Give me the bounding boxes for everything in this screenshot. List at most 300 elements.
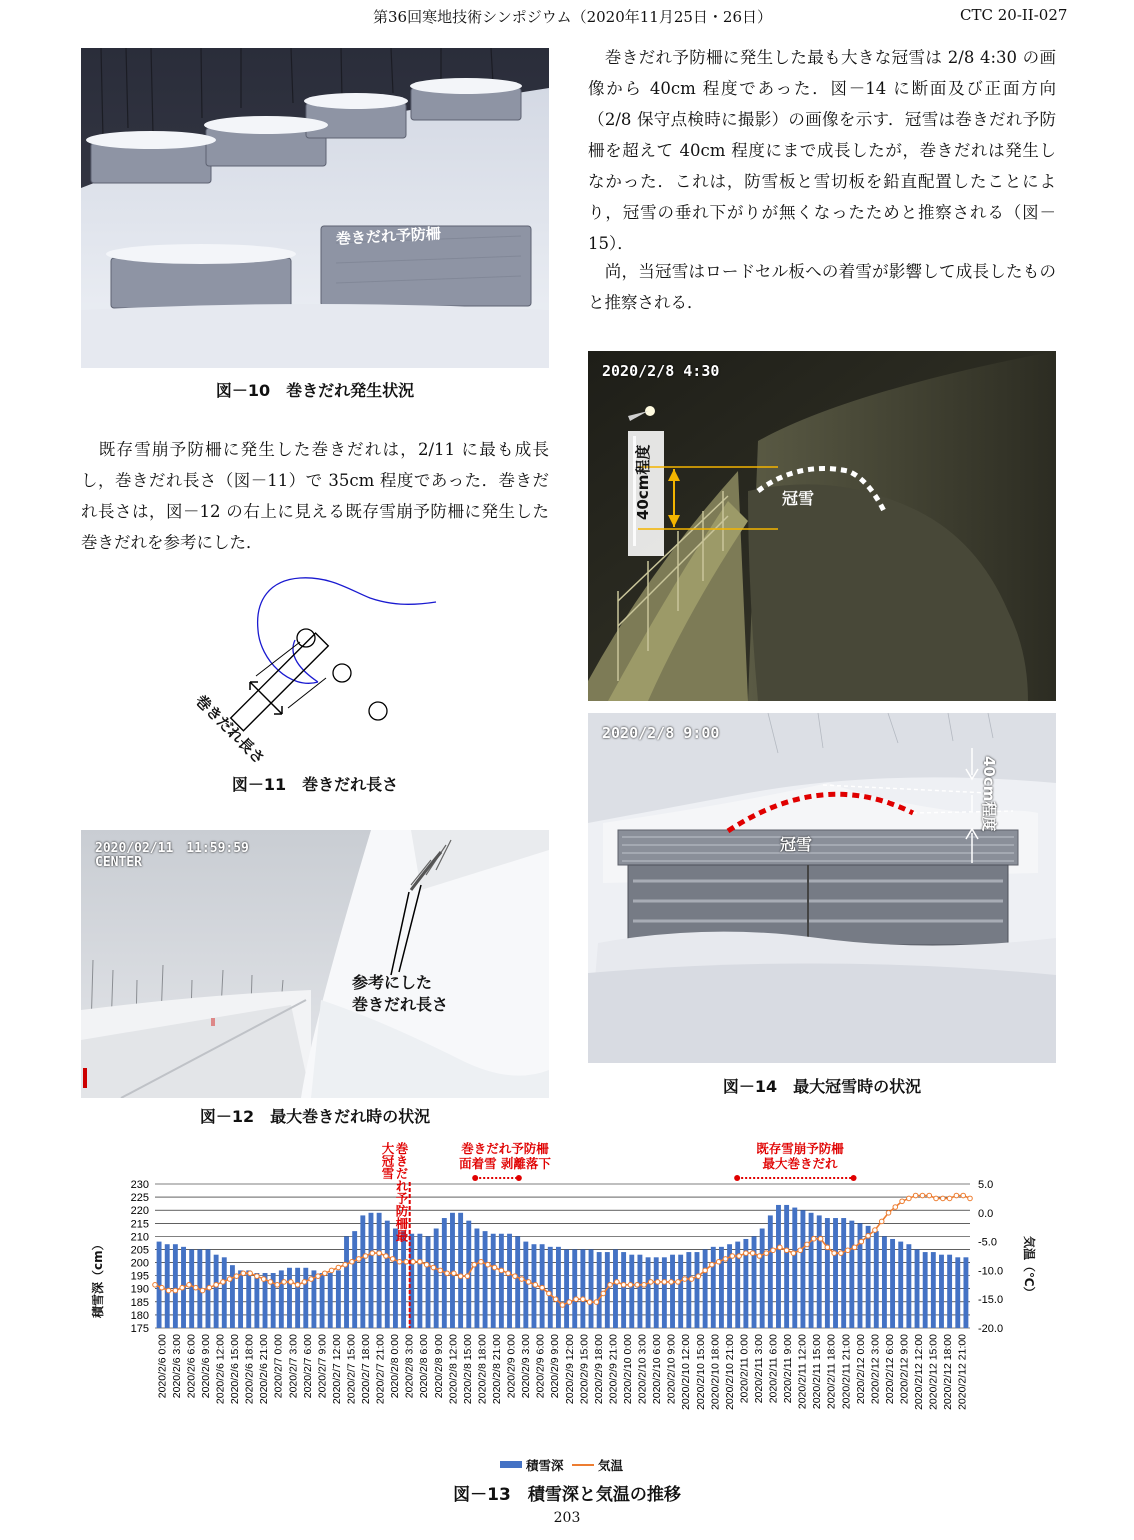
x-tick-label: 2020/2/6 18:00 — [243, 1334, 256, 1405]
temperature-point — [526, 1280, 531, 1285]
temperature-point — [540, 1285, 545, 1290]
temperature-point — [268, 1280, 273, 1285]
temperature-point — [180, 1285, 185, 1290]
y-tick-label: 200 — [130, 1257, 149, 1270]
event-overhang-end — [851, 1175, 857, 1181]
temperature-point — [832, 1251, 837, 1256]
temperature-point — [710, 1262, 715, 1267]
snow-depth-bar — [792, 1208, 797, 1328]
reference-annotation-line2: 巻きだれ長さ — [352, 995, 449, 1014]
snow-depth-bar — [401, 1231, 406, 1328]
x-tick-label: 2020/2/10 3:00 — [636, 1334, 649, 1405]
temperature-point — [302, 1280, 307, 1285]
snow-depth-bar — [474, 1229, 479, 1328]
event-detach-label-1: 巻きだれ予防柵 — [461, 1141, 549, 1156]
event-max-overhang-label-2: 最大巻きだれ — [762, 1156, 838, 1171]
figure-10-caption: 図－10 巻きだれ発生状況 — [215, 381, 415, 400]
snow-depth-bar — [776, 1205, 781, 1328]
snow-depth-bar — [955, 1257, 960, 1328]
chart-legend — [500, 1456, 630, 1472]
temperature-point — [805, 1242, 810, 1247]
x-tick-label: 2020/2/7 6:00 — [301, 1334, 314, 1399]
x-tick-label: 2020/2/11 12:00 — [796, 1334, 809, 1410]
snow-depth-bar — [906, 1244, 911, 1328]
x-tick-label: 2020/2/10 0:00 — [621, 1334, 634, 1405]
event-detach-end — [516, 1175, 522, 1181]
temperature-point — [519, 1277, 524, 1282]
x-tick-label: 2020/2/12 0:00 — [854, 1334, 867, 1405]
temperature-point — [662, 1280, 667, 1285]
temperature-point — [248, 1271, 253, 1276]
temperature-point — [730, 1254, 735, 1259]
temperature-point — [404, 1259, 409, 1264]
temperature-point — [200, 1288, 205, 1293]
figure-13-caption: 図－13 積雪深と気温の推移 — [453, 1485, 681, 1505]
snow-depth-bar — [246, 1270, 251, 1328]
temperature-point — [261, 1277, 266, 1282]
x-tick-label: 2020/2/6 12:00 — [214, 1334, 227, 1405]
x-tick-label: 2020/2/7 0:00 — [272, 1334, 285, 1399]
y-tick-label: 185 — [130, 1296, 149, 1309]
x-tick-label: 2020/2/6 21:00 — [258, 1334, 271, 1405]
temperature-point — [818, 1236, 823, 1241]
temperature-point — [696, 1274, 701, 1279]
x-tick-label: 2020/2/8 21:00 — [491, 1334, 504, 1405]
x-tick-label: 2020/2/11 9:00 — [782, 1334, 795, 1404]
snow-depth-bar — [947, 1255, 952, 1328]
snow-depth-bar — [874, 1231, 879, 1328]
temperature-point — [282, 1280, 287, 1285]
figure-14-caption: 図－14 最大冠雪時の状況 — [722, 1077, 922, 1096]
temperature-point — [289, 1280, 294, 1285]
legend-temp-label: 気温 — [598, 1458, 624, 1473]
temperature-point — [886, 1211, 891, 1216]
temperature-point — [322, 1271, 327, 1276]
temperature-point — [900, 1199, 905, 1204]
temperature-point — [424, 1262, 429, 1267]
temperature-point — [221, 1280, 226, 1285]
temperature-point — [560, 1303, 565, 1308]
snow-depth-bar — [173, 1244, 178, 1328]
temperature-point — [628, 1283, 633, 1288]
temperature-point — [852, 1245, 857, 1250]
temperature-point — [907, 1196, 912, 1201]
snow-depth-bar — [768, 1215, 773, 1328]
temperature-point — [377, 1251, 382, 1256]
temperature-point — [941, 1196, 946, 1201]
y2-tick-label: -5.0 — [978, 1236, 997, 1249]
snow-depth-bar — [279, 1270, 284, 1328]
temperature-point — [934, 1196, 939, 1201]
x-tick-label: 2020/2/9 18:00 — [592, 1334, 605, 1405]
temperature-point — [744, 1251, 749, 1256]
x-tick-label: 2020/2/8 12:00 — [447, 1334, 460, 1405]
x-tick-label: 2020/2/7 21:00 — [374, 1334, 387, 1405]
x-tick-label: 2020/2/8 3:00 — [403, 1334, 416, 1399]
temperature-point — [153, 1283, 158, 1288]
temperature-point — [214, 1283, 219, 1288]
event-max-snow-cap-label: 巻きだれ予防柵最大冠雪 — [380, 1142, 409, 1242]
y2-tick-label: -20.0 — [978, 1323, 1004, 1335]
temperature-point — [791, 1251, 796, 1256]
snow-depth-temperature-chart — [90, 1140, 1090, 1480]
temperature-point — [594, 1300, 599, 1305]
snow-depth-bar — [344, 1236, 349, 1328]
x-tick-label: 2020/2/12 9:00 — [898, 1334, 911, 1405]
figure-11-caption: 図－11 巻きだれ長さ — [231, 775, 399, 794]
temperature-point — [336, 1265, 341, 1270]
temperature-point — [384, 1254, 389, 1259]
snow-depth-bar — [882, 1236, 887, 1328]
x-tick-label: 2020/2/9 15:00 — [578, 1334, 591, 1405]
figure-14-top-photo — [588, 351, 1056, 701]
snow-depth-bar — [703, 1249, 708, 1328]
y2-tick-label: 0.0 — [978, 1207, 994, 1220]
snow-depth-bar — [572, 1249, 577, 1328]
temperature-point — [927, 1193, 932, 1198]
figure-10-photo — [81, 48, 549, 368]
snow-depth-bar — [352, 1231, 357, 1328]
snow-depth-bar — [230, 1265, 235, 1328]
snow-depth-bar — [393, 1229, 398, 1328]
temperature-point — [193, 1285, 198, 1290]
figure-13-chart — [90, 1140, 1090, 1480]
fence-sign: 巻きだれ予防柵 — [335, 224, 442, 248]
x-tick-label: 2020/2/6 0:00 — [156, 1334, 169, 1399]
right-axis-label: 気温（℃） — [1022, 1236, 1036, 1299]
temperature-point — [295, 1283, 300, 1288]
snow-depth-bar — [662, 1257, 667, 1328]
temperature-point — [574, 1297, 579, 1302]
snow-depth-bar — [686, 1252, 691, 1328]
x-tick-label: 2020/2/11 0:00 — [738, 1334, 751, 1404]
body-paragraph-right-1: 巻きだれ予防柵に発生した最も大きな冠雪は 2/8 4:30 の画像から 40cm 程度であった．図－14 に断面及び正面方向（2/8 保守点検時に撮影）の画像を示す．冠雪は巻きだれ予防柵を超えて 40cm 程度にまで成長したが，巻きだれは発生しなかった．これは，防雪板と雪切板を鉛直配置したことにより，冠雪の垂れ下がりが無くなったためと推察される（図－15）． — [588, 48, 1056, 253]
temperature-point — [954, 1193, 959, 1198]
snow-depth-bar — [866, 1226, 871, 1328]
temperature-point — [173, 1288, 178, 1293]
snow-depth-bar — [564, 1249, 569, 1328]
temperature-point — [581, 1297, 586, 1302]
x-tick-label: 2020/2/8 15:00 — [461, 1334, 474, 1405]
snow-depth-bar — [222, 1257, 227, 1328]
x-tick-label: 2020/2/9 21:00 — [607, 1334, 620, 1405]
temperature-point — [452, 1271, 457, 1276]
y-tick-label: 175 — [130, 1323, 149, 1335]
temperature-point — [356, 1257, 361, 1262]
page-number: 203 — [553, 1510, 581, 1526]
snow-depth-bar — [621, 1252, 626, 1328]
temperature-point — [370, 1251, 375, 1256]
x-tick-label: 2020/2/8 9:00 — [432, 1334, 445, 1399]
temperature-point — [234, 1274, 239, 1279]
temperature-point — [811, 1236, 816, 1241]
snow-depth-bar — [336, 1270, 341, 1328]
snow-depth-bar — [458, 1213, 463, 1328]
snow-depth-bar — [214, 1255, 219, 1328]
snow-depth-bar — [833, 1218, 838, 1328]
temperature-point — [492, 1265, 497, 1270]
snow-depth-bar — [809, 1213, 814, 1328]
x-tick-label: 2020/2/7 15:00 — [345, 1334, 358, 1405]
snow-depth-bar — [360, 1215, 365, 1328]
body-paragraph-right-2: 尚，当冠雪はロードセル板への着雪が影響して成長したものと推察される． — [588, 262, 1056, 312]
temperature-point — [445, 1271, 450, 1276]
temperature-point — [757, 1254, 762, 1259]
temperature-point — [920, 1193, 925, 1198]
x-tick-label: 2020/2/12 18:00 — [942, 1334, 955, 1410]
snow-depth-bar — [165, 1244, 170, 1328]
temperature-point — [499, 1268, 504, 1273]
x-tick-label: 2020/2/7 18:00 — [360, 1334, 373, 1405]
x-tick-label: 2020/2/7 3:00 — [287, 1334, 300, 1399]
x-tick-label: 2020/2/12 12:00 — [913, 1334, 926, 1410]
legend-temp-swatch — [572, 1464, 594, 1466]
legend-snow-label: 積雪深 — [526, 1458, 564, 1473]
x-tick-label: 2020/2/9 9:00 — [549, 1334, 562, 1399]
temperature-point — [513, 1274, 518, 1279]
temperature-point — [784, 1248, 789, 1253]
temperature-point — [343, 1262, 348, 1267]
camera-timestamp: 2020/02/11 11:59:59 — [95, 841, 249, 856]
camera-location: CENTER — [95, 855, 142, 870]
temperature-point — [553, 1297, 558, 1302]
temperature-point — [255, 1274, 260, 1279]
bottom-photo-height-label: 40cm程度 — [980, 756, 998, 832]
x-tick-label: 2020/2/11 3:00 — [752, 1334, 765, 1404]
x-tick-label: 2020/2/10 9:00 — [665, 1334, 678, 1405]
x-tick-label: 2020/2/11 18:00 — [825, 1334, 838, 1410]
temperature-point — [431, 1265, 436, 1270]
temperature-point — [961, 1193, 966, 1198]
y-tick-label: 190 — [130, 1283, 149, 1296]
x-tick-label: 2020/2/8 18:00 — [476, 1334, 489, 1405]
snow-depth-bar — [295, 1268, 300, 1328]
y2-tick-label: 5.0 — [978, 1179, 994, 1191]
temperature-point — [547, 1291, 552, 1296]
temperature-point — [390, 1257, 395, 1262]
snow-depth-bar — [760, 1229, 765, 1328]
event-detach-start — [472, 1175, 478, 1181]
temperature-point — [913, 1193, 918, 1198]
snow-depth-bar — [499, 1234, 504, 1328]
temperature-point — [418, 1259, 423, 1264]
temperature-point — [750, 1251, 755, 1256]
figure-12-caption: 図－12 最大巻きだれ時の状況 — [199, 1107, 431, 1126]
snow-depth-bar — [825, 1218, 830, 1328]
y2-tick-label: -10.0 — [978, 1265, 1004, 1278]
x-tick-label: 2020/2/12 6:00 — [883, 1334, 896, 1405]
snow-depth-bar — [695, 1252, 700, 1328]
temperature-point — [642, 1283, 647, 1288]
snow-depth-bar — [548, 1247, 553, 1328]
temperature-point — [764, 1251, 769, 1256]
snow-depth-bar — [963, 1257, 968, 1328]
temperature-point — [309, 1277, 314, 1282]
x-tick-label: 2020/2/8 6:00 — [418, 1334, 431, 1399]
temperature-point — [689, 1277, 694, 1282]
snow-depth-bar — [678, 1255, 683, 1328]
temperature-point — [241, 1271, 246, 1276]
snow-depth-bar — [515, 1236, 520, 1328]
x-tick-label: 2020/2/10 15:00 — [694, 1334, 707, 1410]
x-tick-label: 2020/2/11 21:00 — [840, 1334, 853, 1410]
temperature-point — [615, 1280, 620, 1285]
x-tick-label: 2020/2/12 3:00 — [869, 1334, 882, 1405]
snow-depth-bar — [589, 1249, 594, 1328]
event-overhang-start — [734, 1175, 740, 1181]
snow-depth-bar — [556, 1247, 561, 1328]
temperature-point — [798, 1248, 803, 1253]
snow-depth-bar — [287, 1268, 292, 1328]
temperature-point — [778, 1245, 783, 1250]
x-tick-label: 2020/2/6 6:00 — [185, 1334, 198, 1399]
y-tick-label: 180 — [130, 1309, 149, 1322]
x-tick-label: 2020/2/6 9:00 — [199, 1334, 212, 1399]
reference-annotation-line1: 参考にした — [352, 973, 433, 992]
snow-depth-bar — [507, 1234, 512, 1328]
temperature-point — [438, 1268, 443, 1273]
x-tick-label: 2020/2/10 6:00 — [651, 1334, 664, 1405]
x-tick-label: 2020/2/9 12:00 — [563, 1334, 576, 1405]
temperature-point — [329, 1268, 334, 1273]
y-tick-label: 195 — [130, 1270, 149, 1283]
snow-depth-bar — [670, 1255, 675, 1328]
y-tick-label: 205 — [130, 1244, 149, 1257]
x-tick-label: 2020/2/10 18:00 — [709, 1334, 722, 1410]
temperature-point — [866, 1234, 871, 1239]
snow-depth-bar — [434, 1229, 439, 1328]
temperature-point — [587, 1300, 592, 1305]
temperature-point — [567, 1300, 572, 1305]
temperature-point — [703, 1268, 708, 1273]
x-tick-label: 2020/2/6 3:00 — [170, 1334, 183, 1399]
temperature-point — [227, 1277, 232, 1282]
paper-code: CTC 20-II-027 — [960, 6, 1068, 24]
x-tick-label: 2020/2/10 12:00 — [680, 1334, 693, 1410]
left-axis-label: 積雪深（cm） — [91, 1238, 105, 1318]
x-tick-label: 2020/2/8 0:00 — [389, 1334, 402, 1399]
temperature-point — [608, 1283, 613, 1288]
temperature-point — [635, 1283, 640, 1288]
temperature-point — [485, 1262, 490, 1267]
temperature-point — [859, 1239, 864, 1244]
snow-depth-bar — [800, 1210, 805, 1328]
temperature-point — [458, 1274, 463, 1279]
snow-depth-bar — [450, 1213, 455, 1328]
x-tick-label: 2020/2/9 6:00 — [534, 1334, 547, 1399]
top-photo-height-label: 40cm程度 — [634, 444, 652, 520]
temperature-point — [648, 1280, 653, 1285]
y2-tick-label: -15.0 — [978, 1294, 1004, 1307]
temperature-point — [825, 1245, 830, 1250]
legend-snow-swatch — [500, 1461, 522, 1468]
temperature-point — [655, 1280, 660, 1285]
snow-depth-bar — [654, 1257, 659, 1328]
snow-depth-bar — [817, 1215, 822, 1328]
temperature-point — [947, 1196, 952, 1201]
x-tick-label: 2020/2/6 15:00 — [229, 1334, 242, 1405]
temperature-point — [159, 1285, 164, 1290]
snow-depth-bar — [890, 1239, 895, 1328]
y-tick-label: 230 — [130, 1179, 149, 1191]
temperature-point — [350, 1259, 355, 1264]
snow-depth-bar — [898, 1242, 903, 1328]
temperature-point — [873, 1228, 878, 1233]
event-detach-label-2: 面着雪 剥離落下 — [459, 1156, 551, 1171]
snow-depth-bar — [613, 1249, 618, 1328]
snow-depth-bar — [637, 1255, 642, 1328]
temperature-point — [207, 1285, 212, 1290]
temperature-point — [737, 1254, 742, 1259]
snow-depth-bar — [580, 1249, 585, 1328]
temperature-point — [187, 1283, 192, 1288]
snow-depth-bar — [711, 1247, 716, 1328]
temperature-point — [723, 1257, 728, 1262]
snow-depth-bar — [523, 1242, 528, 1328]
x-tick-label: 2020/2/12 15:00 — [927, 1334, 940, 1410]
snow-depth-bar — [303, 1268, 308, 1328]
event-max-overhang-label-1: 既存雪崩予防柵 — [756, 1141, 844, 1156]
temperature-point — [166, 1288, 171, 1293]
snow-depth-bar — [491, 1234, 496, 1328]
bottom-photo-timestamp: 2020/2/8 9:00 — [602, 724, 720, 742]
temperature-point — [275, 1283, 280, 1288]
y-tick-label: 225 — [130, 1192, 149, 1205]
temperature-point — [465, 1274, 470, 1279]
x-tick-label: 2020/2/12 21:00 — [956, 1334, 969, 1410]
snow-depth-bar — [328, 1273, 333, 1328]
x-tick-label: 2020/2/9 3:00 — [520, 1334, 533, 1399]
temperature-point — [316, 1274, 321, 1279]
x-tick-label: 2020/2/11 6:00 — [767, 1334, 780, 1404]
bottom-photo-snow-cap-label: 冠雪 — [780, 835, 813, 854]
temperature-point — [968, 1196, 973, 1201]
snow-depth-bar — [483, 1231, 488, 1328]
temperature-point — [716, 1259, 721, 1264]
snow-depth-bar — [597, 1252, 602, 1328]
temperature-point — [771, 1248, 776, 1253]
snow-depth-bar — [923, 1252, 928, 1328]
temperature-point — [845, 1248, 850, 1253]
temperature-point — [601, 1291, 606, 1296]
snow-depth-bar — [915, 1249, 920, 1328]
overhang-length-label: 巻きだれ長さ — [191, 691, 269, 768]
snow-depth-bar — [841, 1218, 846, 1328]
x-tick-label: 2020/2/7 9:00 — [316, 1334, 329, 1399]
x-tick-label: 2020/2/9 0:00 — [505, 1334, 518, 1399]
snow-depth-bar — [939, 1255, 944, 1328]
snow-depth-bar — [254, 1273, 259, 1328]
top-photo-timestamp: 2020/2/8 4:30 — [602, 362, 720, 380]
temperature-point — [479, 1259, 484, 1264]
temperature-point — [669, 1280, 674, 1285]
temperature-point — [397, 1259, 402, 1264]
temperature-point — [621, 1283, 626, 1288]
temperature-point — [676, 1280, 681, 1285]
y-tick-label: 215 — [130, 1218, 149, 1231]
temperature-point — [363, 1254, 368, 1259]
snow-depth-bar — [426, 1236, 431, 1328]
running-header: 第36回寒地技術シンポジウム（2020年11月25日・26日） — [373, 8, 772, 26]
snow-depth-bar — [784, 1205, 789, 1328]
x-tick-label: 2020/2/7 12:00 — [330, 1334, 343, 1405]
top-photo-snow-cap-label: 冠雪 — [782, 489, 815, 508]
snow-depth-bar — [629, 1255, 634, 1328]
y-tick-label: 220 — [130, 1205, 149, 1218]
temperature-point — [879, 1219, 884, 1224]
body-paragraph-left: 既存雪崩予防柵に発生した巻きだれは，2/11 に最も成長し，巻きだれ長さ（図－11）で 35cm 程度であった．巻きだれ長さは，図－12 の右上に見える既存雪崩予防柵に発生した巻きだれを参考にした． — [81, 440, 549, 552]
snow-depth-bar — [320, 1273, 325, 1328]
